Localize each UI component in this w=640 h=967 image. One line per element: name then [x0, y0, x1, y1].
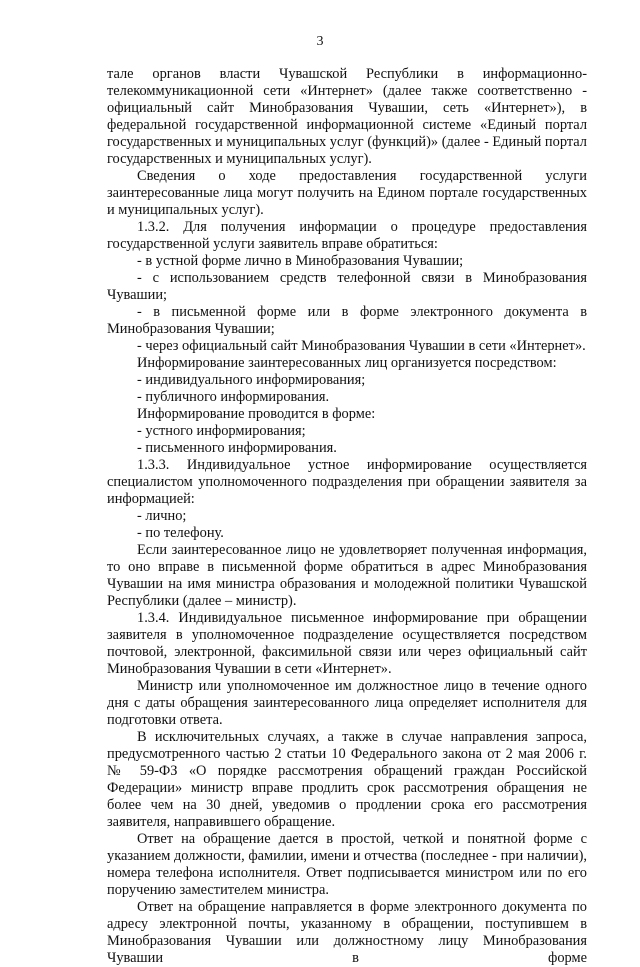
paragraph: 1.3.4. Индивидуальное письменное информирование при обращении заявителя в уполномоченное подразделение осуществляется посредством почтовой, электронной, факсимильной связи или через официальный сайт Минобразования Чувашии в сети «Интернет». — [107, 610, 587, 677]
paragraph: 1.3.2. Для получения информации о процедуре предоставления государственной услуги заявитель вправе обратиться: — [107, 219, 587, 252]
paragraph: Министр или уполномоченное им должностное лицо в течение одного дня с даты обращения заинтересованного лица определяет исполнителя для подготовки ответа. — [107, 678, 587, 728]
list-item: - лично; — [137, 508, 187, 524]
paragraph: В исключительных случаях, а также в случае направления запроса, предусмотренного частью 2 статьи 10 Федерального закона от 2 мая 2006 г. № 59-ФЗ «О порядке рассмотрения обращений граждан Российской Федерации» министр вправе продлить срок рассмотрения обращения не более чем на 30 дней, уведомив о продлении срока его рассмотрения заявителя, направившего обращение. — [107, 729, 587, 830]
list-item: - индивидуального информирования; — [137, 372, 366, 388]
paragraph: Если заинтересованное лицо не удовлетворяет полученная информация, то оно вправе в письменной форме обратиться в адрес Минобразования Чувашии на имя министра образования и молодежной политики Чувашской Республики (далее – министр). — [107, 542, 587, 609]
list-item: - в устной форме лично в Минобразования Чувашии; — [137, 253, 464, 269]
paragraph: 1.3.3. Индивидуальное устное информирование осуществляется специалистом уполномоченного подразделения при обращении заявителя за информацией: — [107, 457, 587, 507]
paragraph: Информирование проводится в форме: — [137, 406, 376, 422]
page-number: 3 — [316, 34, 324, 49]
list-item: - по телефону. — [137, 525, 224, 541]
list-item: - письменного информирования. — [137, 440, 337, 456]
document-body — [107, 66, 587, 967]
list-item: - в письменной форме или в форме электронного документа в Минобразования Чувашии; — [107, 304, 587, 337]
paragraph: тале органов власти Чувашской Республики в информационно-телекоммуникационной сети «Интернет» (далее также соответственно - официальный сайт Минобразования Чувашии, сеть «Интернет»), в федеральной государственной информационной системе «Единый портал государственных и муниципальных услуг (функций)» (далее - Единый портал государственных и муниципальных услуг). — [107, 66, 587, 167]
list-item: - устного информирования; — [137, 423, 306, 439]
list-item: - публичного информирования. — [137, 389, 330, 405]
paragraph: Сведения о ходе предоставления государственной услуги заинтересованные лица могут получить на Едином портале государственных и муниципальных услуг). — [107, 168, 587, 218]
list-item: - с использованием средств телефонной связи в Минобразования Чувашии; — [107, 270, 587, 303]
paragraph: Ответ на обращение дается в простой, четкой и понятной форме с указанием должности, фамилии, имени и отчества (последнее - при наличии), номера телефона исполнителя. Ответ подписывается министром или по его поручению заместителем министра. — [107, 831, 587, 898]
paragraph: Ответ на обращение направляется в форме электронного документа по адресу электронной почты, указанному в обращении, поступившем в Минобразования Чувашии или должностному лицу Минобразования Чувашии в форме — [107, 899, 587, 966]
paragraph: Информирование заинтересованных лиц организуется посредством: — [137, 355, 557, 371]
list-item: - через официальный сайт Минобразования Чувашии в сети «Интернет». — [137, 338, 586, 354]
